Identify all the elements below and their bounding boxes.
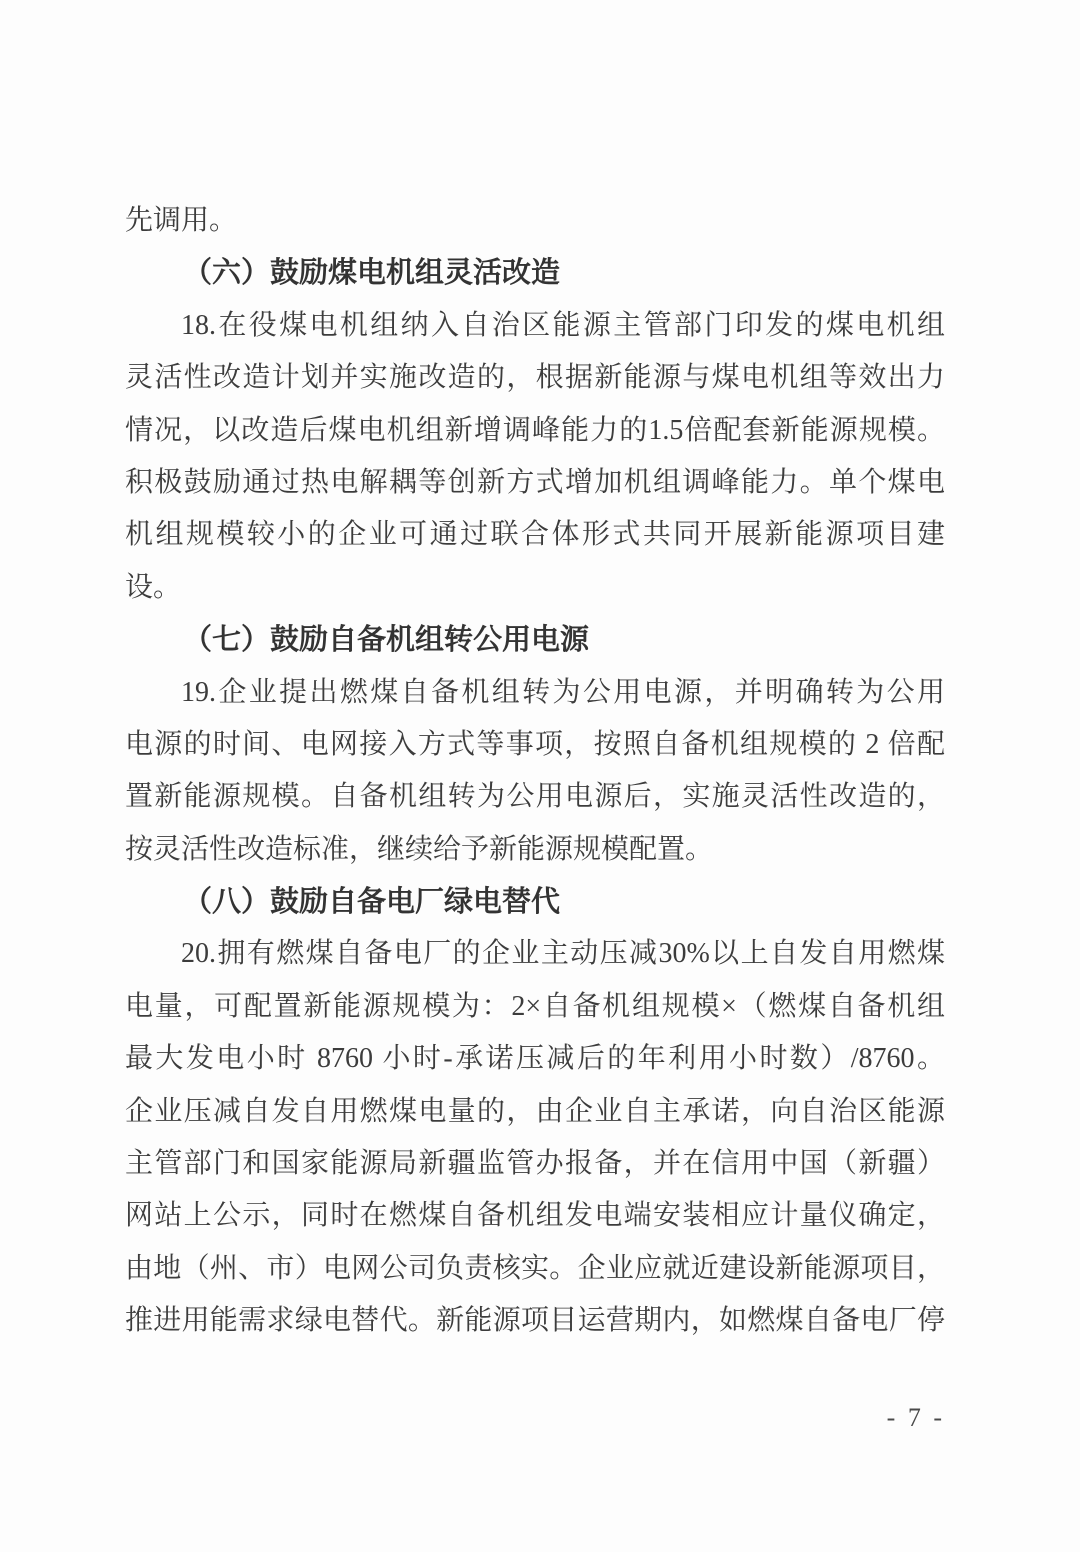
paragraph-line: 按灵活性改造标准，继续给予新能源规模配置。	[125, 833, 714, 865]
paragraph-line: 主管部门和国家能源局新疆监管办报备，并在信用中国（新疆）	[125, 1148, 945, 1180]
paragraph-line: 机组规模较小的企业可通过联合体形式共同开展新能源项目建	[125, 519, 945, 551]
section-heading-six: （六）鼓励煤电机组灵活改造	[183, 257, 561, 290]
paragraph-line: 灵活性改造计划并实施改造的，根据新能源与煤电机组等效出力	[125, 362, 945, 394]
paragraph-line: 20.拥有燃煤自备电厂的企业主动压减30%以上自发自用燃煤	[181, 938, 945, 970]
paragraph-line: 18.在役煤电机组纳入自治区能源主管部门印发的煤电机组	[181, 309, 945, 341]
paragraph-line: 积极鼓励通过热电解耦等创新方式增加机组调峰能力。单个煤电	[125, 466, 945, 498]
paragraph-line: 推进用能需求绿电替代。新能源项目运营期内，如燃煤自备电厂停	[125, 1305, 945, 1337]
paragraph-line: 电源的时间、电网接入方式等事项，按照自备机组规模的 2 倍配	[125, 728, 945, 760]
paragraph-line: 网站上公示，同时在燃煤自备机组发电端安装相应计量仪确定，	[125, 1200, 945, 1232]
paragraph-line: 情况，以改造后煤电机组新增调峰能力的1.5倍配套新能源规模。	[125, 414, 945, 446]
paragraph-line: 企业压减自发自用燃煤电量的，由企业自主承诺，向自治区能源	[125, 1095, 945, 1127]
paragraph-line: 电量，可配置新能源规模为：2×自备机组规模×（燃煤自备机组	[125, 990, 945, 1022]
paragraph-line: 置新能源规模。自备机组转为公用电源后，实施灵活性改造的，	[125, 781, 945, 813]
paragraph-line: 19.企业提出燃煤自备机组转为公用电源，并明确转为公用	[181, 676, 945, 708]
paragraph-line: 设。	[125, 571, 182, 603]
page-number: - 7 -	[886, 1403, 945, 1432]
paragraph-line: 先调用。	[125, 205, 238, 236]
document-body	[125, 195, 945, 1348]
section-heading-eight: （八）鼓励自备电厂绿电替代	[183, 886, 561, 919]
section-heading-seven: （七）鼓励自备机组转公用电源	[183, 624, 590, 657]
paragraph-line: 由地（州、市）电网公司负责核实。企业应就近建设新能源项目，	[125, 1252, 945, 1284]
paragraph-line: 最大发电小时 8760 小时-承诺压减后的年利用小时数）/8760。	[125, 1043, 945, 1075]
